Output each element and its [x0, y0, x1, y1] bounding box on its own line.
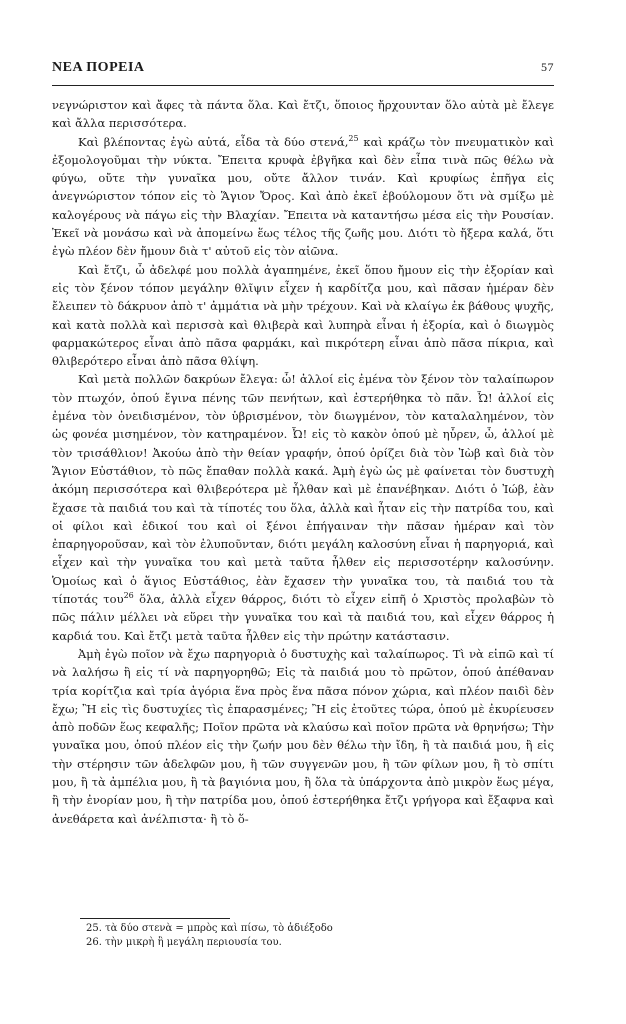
footnote-ref-25: 25: [348, 133, 359, 143]
paragraph-3: Καὶ ἔτζι, ὦ ἀδελφέ μου πολλὰ ἀγαπημένε, ἐκεῖ ὅπου ἤμουν εἰς τὴν ἐξορίαν καὶ εἰς τὸν ξένον τόπον μεγάλην θλῖψιν εἶχεν ἡ καρδίτζα μου, καὶ πᾶσαν ἡμέραν δὲν ἔλειπεν τὸ δάκρυον ἀπὸ τ' ἀμμάτια νὰ μὴν τρέχουν. Καὶ νὰ κλαίγω ἐκ βάθους ψυχῆς, καὶ κατὰ πολλὰ καὶ περισσὰ καὶ θλιβερὰ καὶ λυπηρὰ εἶναι ἡ ἐξορία, καὶ ὁ διωγμὸς φαρμακώτερος εἶναι ἀπὸ πᾶσα φαρμάκι, καὶ πικρότερη εἶναι ἀπὸ πᾶσα πίκρια, καὶ θλιβερότερο εἶναι ἀπὸ πᾶσα θλίψη.: [52, 262, 554, 369]
paragraph-5: Ἀμὴ ἐγὼ ποῖον νὰ ἔχω παρηγοριὰ ὁ δυστυχὴς καὶ ταλαίπωρος. Τὶ νὰ εἰπῶ καὶ τί νὰ λαλήσω ἢ εἰς τί νὰ παρηγορηθῶ; Εἰς τὰ παιδιά μου τὸ πρῶτον, ὁπού ἀπέθαναν τρία κορίτζια καὶ τρία ἀγόρια ἕνα πρὸς ἕνα πᾶσα πόνον χώρια, καὶ πλέον παιδὶ δὲν ἔχω; Ἢ εἰς τὶς δυστυχίες τὶς ἐπαρασμένες; Ἢ εἰς ἐτοῦτες τώρα, ὁπού μὲ ἐκυρίευσεν ἀπὸ ποδῶν ἕως κεφαλῆς; Ποῖον πρῶτα νὰ κλαύσω καὶ ποῖον πρῶτα νὰ θρηνήσω; Τὴν γυναῖκα μου, ὁπού πλέον εἰς τὴν ζωήν μου δὲν θέλω τὴν ἴδη, ἢ τὰ παιδιά μου, ἢ εἰς τὴν στέρησιν τῶν ἀδελφῶν μου, ἢ τῶν συγγενῶν μου, ἢ τῶν φίλων μου, ἢ τὸ σπίτι μου, ἢ τὰ ἀμπέλια μου, ἢ τὰ βαγιόνια μου, ἢ ὅλα τὰ ὑπάρχοντα ἀπὸ μικρὸν ἕως μέγα, ἢ τὴν ἐνορίαν μου, ἢ τὴν πατρίδα μου, ὁπού ἐστερήθηκα ἔτζι γρήγορα καὶ ἔξαφνα καὶ ἀνεθάρετα καὶ ἀνέλπιστα· ἢ τὸ ὅ-: [52, 646, 554, 826]
journal-title: ΝΕΑ ΠΟΡΕΙΑ: [52, 60, 145, 75]
footnote-26: 26. τὴν μικρὴ ἢ μεγάλη περιουσία του.: [86, 937, 282, 948]
paragraph-2: Καὶ βλέποντας ἐγὼ αὐτά, εἶδα τὰ δύο στενά,$^{25}$ καὶ κράζω τὸν πνευματικὸν καὶ ἐξομολογοῦμαι τὴν νύκτα. Ἔπειτα κρυφὰ ἐβγῆκα καὶ δὲν εἶπα τινὰ πῶς θέλω νὰ φύγω, οὔτε τὴν γυναῖκα μου, οὔτε ἄλλον τινάν. Καὶ κρυφίως ἐπῆγα εἰς ἀνεγνώριστον τόπον εἰς τὸ Ἅγιον Ὄρος. Καὶ ἀπὸ ἐκεῖ ἐβούλομουν ὅτι νὰ σμίξω μὲ καλογέρους νὰ πάγω εἰς τὴν Βλαχίαν. Ἔπειτα νὰ καταντήσω μέσα εἰς τὴν Ρουσίαν. Ἐκεῖ νὰ μονάσω καὶ νὰ ἀπομείνω ἕως τέλος τῆς ζωῆς μου. Διότι τὸ ἤξερα καλά, ὅτι ἐγὼ πλέον δὲν ἤμουν διὰ τ' αὐτοῦ εἰς τὸν αἰῶνα.: [52, 133, 555, 259]
footnote-25: 25. τὰ δύο στενὰ = μπρὸς καὶ πίσω, τὸ ἀδιέξοδο: [86, 923, 333, 934]
page-number: 57: [541, 60, 554, 74]
main-text: [52, 96, 554, 828]
header-rule: [52, 85, 554, 86]
paragraph-4: Καὶ μετὰ πολλῶν δακρύων ἔλεγα: ὦ! ἀλλοί εἰς ἐμένα τὸν ξένον τὸν ταλαίπωρον τὸν πτωχόν, ὁπού ἔγινα πένης τῶν πενήτων, καὶ ἐστερήθηκα τὸ πᾶν. Ὦ! ἀλλοί εἰς ἐμένα τὸν ὀνειδισμένον, τὸν ὑβρισμένον, τὸν διωγμένον, τὸν καταλαλημένον, τὸν ὡς φονέα μισημένον, τὸν κατηραμένον. Ὦ! εἰς τὸ κακὸν ὁπού μὲ ηὗρεν, ὦ, ἀλλοί μὲ τὸν τρισάθλιον! Ἀκούω ἀπὸ τὴν θείαν γραφήν, ὁπού ὁρίζει διὰ τὸν Ἰὼβ καὶ διὰ τὸν Ἅγιον Εὐστάθιον, τὸ πῶς ἔπαθαν πολλὰ κακά. Ἀμὴ ἐγὼ ὡς μὲ φαίνεται τὸν δυστυχὴ ἀκόμη περισσότερα καὶ θλιβερότερα μὲ ἦλθαν καὶ μὲ ἐπανέβηκαν. Διότι ὁ Ἰώβ, ἐὰν ἔχασε τὰ παιδιά του καὶ τὰ τίποτές του ὅλα, ἀλλὰ καὶ ἦταν εἰς τὴν πατρίδα του, καὶ οἱ φίλοι καὶ ἐδικοί του καὶ οἱ ξένοι ἐπήγαιναν τὴν πᾶσαν ἡμέραν καὶ τὸν ἐπαρηγοροῦσαν, καὶ τὸν ἐλυποῦνταν, διότι μεγάλη καλοσύνη εἶναι ἡ παρηγοριά, καὶ εἶχεν καὶ τὴν γυναῖκα του καὶ μετὰ ταῦτα ἦλθεν εἰς περισσοτέρην καλοσύνην. Ὁμοίως καὶ ὁ ἅγιος Εὐστάθιος, ἐὰν ἔχασεν τὴν γυναῖκα του, τὰ παιδιά του τὰ τίποτάς του$^{26}$ ὅλα, ἀλλὰ εἶχεν θάρρος, διότι τὸ εἶχεν εἰπῆ ὁ Χριστὸς προλαβὼν τὸ πῶς πάλιν μέλλει νὰ εὕρει τὴν γυναῖκα του καὶ τὰ παιδιά του, καὶ εἶχεν θάρρος ἡ καρδιά του. Καὶ ἔτζι μετὰ ταῦτα ἦλθεν εἰς τὴν πρώτην κατάστασιν.: [52, 372, 555, 643]
footnote-ref-26: 26: [123, 591, 134, 601]
footnote-rule: [80, 918, 230, 919]
paragraph-1: νεγνώριστον καὶ ἄφες τὰ πάντα ὅλα. Καὶ ἔτζι, ὅποιος ἤρχουνταν ὅλο αὐτὰ μὲ ἔλεγε καὶ ἄλλα περισσότερα.: [52, 98, 554, 131]
footnotes: [86, 922, 554, 950]
running-header: [52, 60, 554, 76]
